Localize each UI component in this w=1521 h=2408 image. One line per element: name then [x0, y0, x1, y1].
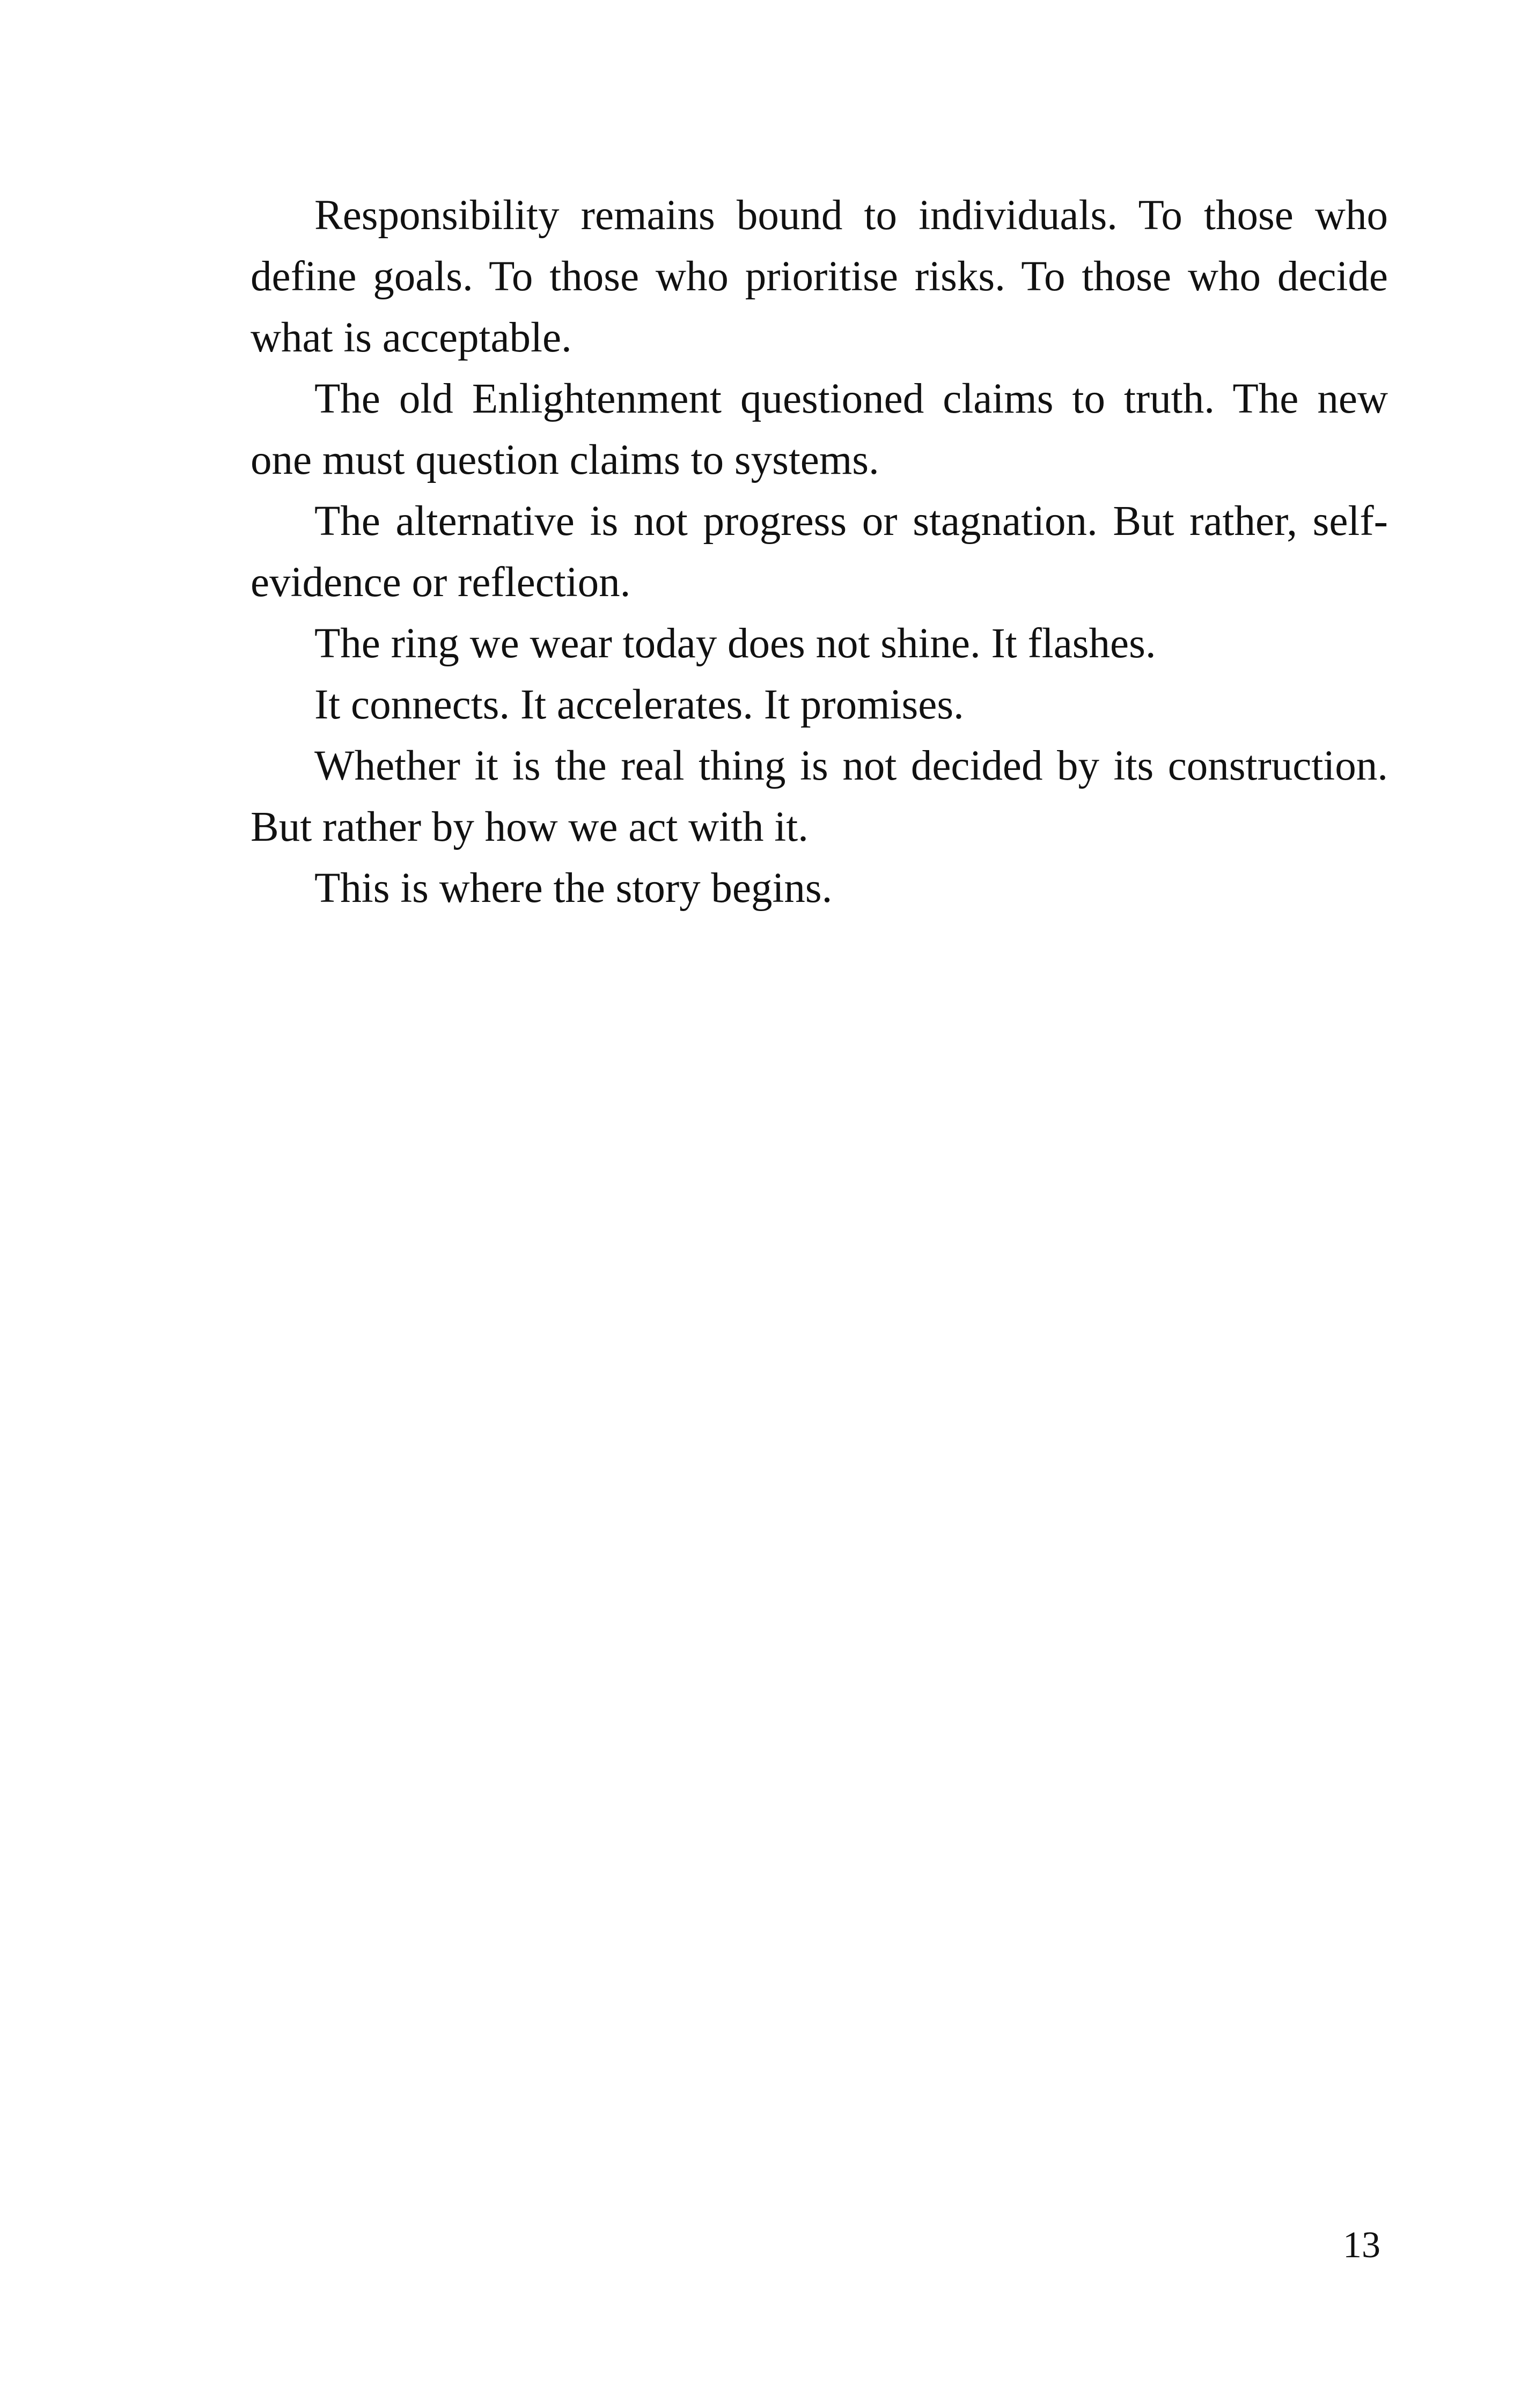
paragraph-5: It connects. It accelerates. It promises. [314, 681, 964, 728]
paragraph-6: Whether it is the real thing is not decided by its construction. But rather by how we act with it. [251, 743, 1388, 850]
paragraph-1: Responsibility remains bound to individuals. To those who define goals. To those who prioritise risks. To those who decide what is acceptable. [251, 192, 1388, 361]
paragraph-4: The ring we wear today does not shine. It flashes. [314, 620, 1156, 667]
body-text [251, 185, 1388, 919]
paragraph-3: The alternative is not progress or stagnation. But rather, self-evidence or reflection. [251, 498, 1388, 606]
paragraph-2: The old Enlightenment questioned claims to truth. The new one must question claims to systems. [251, 376, 1388, 483]
page-number: 13 [1343, 2225, 1380, 2266]
paragraph-7: This is where the story begins. [314, 865, 833, 912]
